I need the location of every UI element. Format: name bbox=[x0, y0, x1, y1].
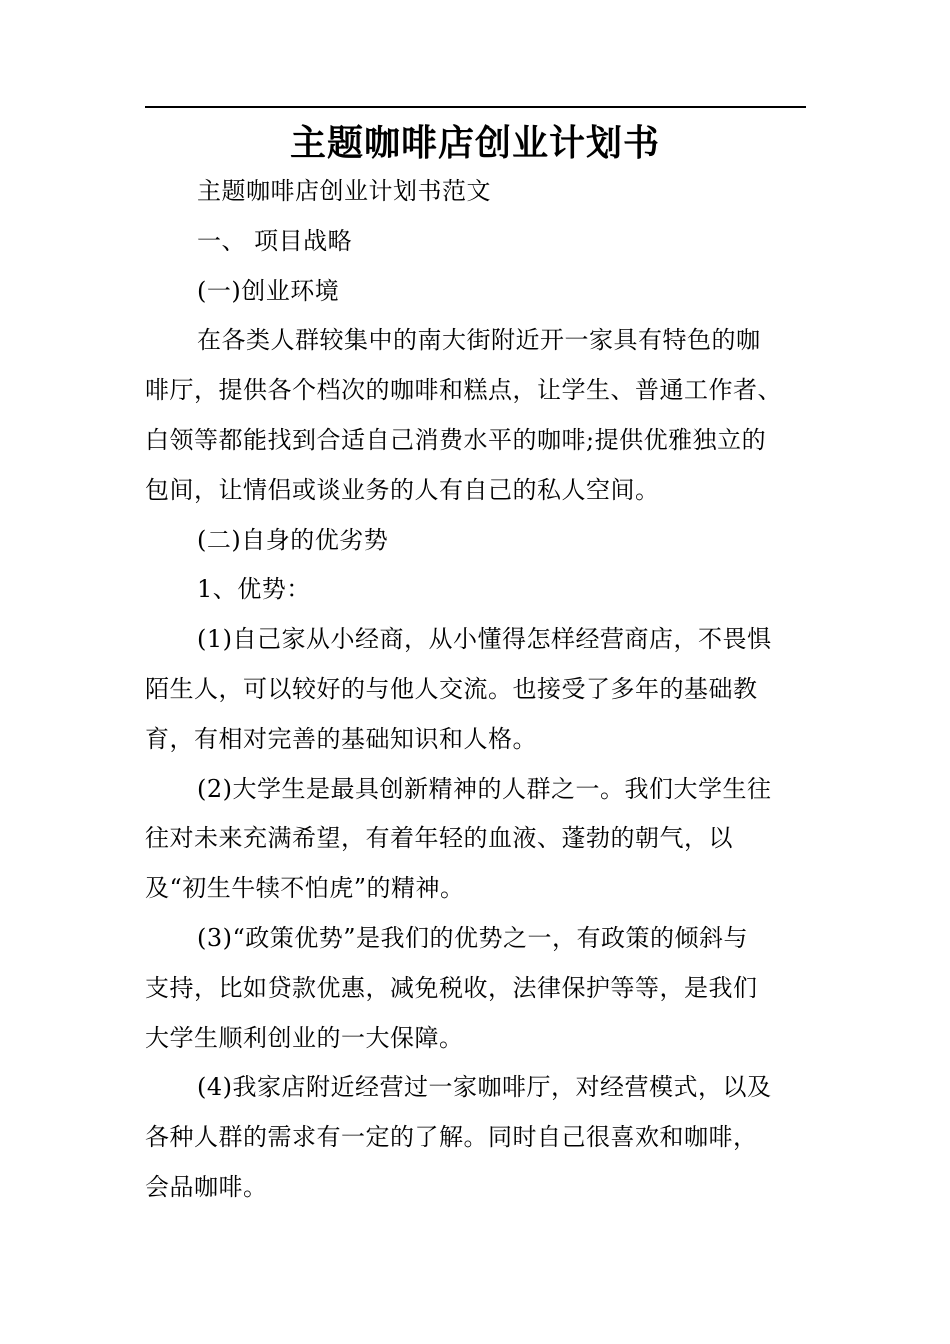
paragraph-line: 陌生人，可以较好的与他人交流。也接受了多年的基础教 bbox=[145, 674, 758, 703]
paragraph-line: 包间，让情侣或谈业务的人有自己的私人空间。 bbox=[145, 475, 660, 504]
subsection-heading: (二)自身的优劣势 bbox=[197, 525, 389, 554]
paragraph-line: 大学生顺利创业的一大保障。 bbox=[145, 1023, 464, 1052]
subtitle: 主题咖啡店创业计划书范文 bbox=[197, 177, 491, 205]
header-rule bbox=[145, 106, 806, 108]
paragraph-line: (4)我家店附近经营过一家咖啡厅，对经营模式，以及 bbox=[197, 1073, 772, 1102]
paragraph-line: 育，有相对完善的基础知识和人格。 bbox=[145, 724, 537, 753]
paragraph-line: 会品咖啡。 bbox=[145, 1172, 268, 1201]
section-heading: 一、 项目战略 bbox=[197, 226, 353, 255]
document-title: 主题咖啡店创业计划书 bbox=[289, 122, 660, 164]
paragraph-line: (3)“政策优势”是我们的优势之一，有政策的倾斜与 bbox=[197, 923, 749, 952]
paragraph-line: 白领等都能找到合适自己消费水平的咖啡;提供优雅独立的 bbox=[145, 425, 767, 454]
paragraph-line: 各种人群的需求有一定的了解。同时自己很喜欢和咖啡， bbox=[145, 1123, 758, 1152]
paragraph-line: (2)大学生是最具创新精神的人群之一。我们大学生往 bbox=[197, 774, 772, 803]
paragraph-line: 及“初生牛犊不怕虎”的精神。 bbox=[145, 874, 465, 903]
subsection-heading: (一)创业环境 bbox=[197, 276, 340, 305]
document-body bbox=[145, 167, 805, 1213]
paragraph-line: 支持，比如贷款优惠，减免税收，法律保护等等，是我们 bbox=[145, 973, 758, 1002]
paragraph-line: 往对未来充满希望，有着年轻的血液、蓬勃的朝气，以 bbox=[145, 824, 733, 853]
paragraph-line: (1)自己家从小经商，从小懂得怎样经营商店，不畏惧 bbox=[197, 625, 772, 654]
paragraph-line: 啡厅，提供各个档次的咖啡和糕点，让学生、普通工作者、 bbox=[145, 376, 782, 405]
list-heading: 1、优势： bbox=[197, 575, 311, 604]
paragraph-line: 在各类人群较集中的南大街附近开一家具有特色的咖 bbox=[197, 326, 761, 355]
